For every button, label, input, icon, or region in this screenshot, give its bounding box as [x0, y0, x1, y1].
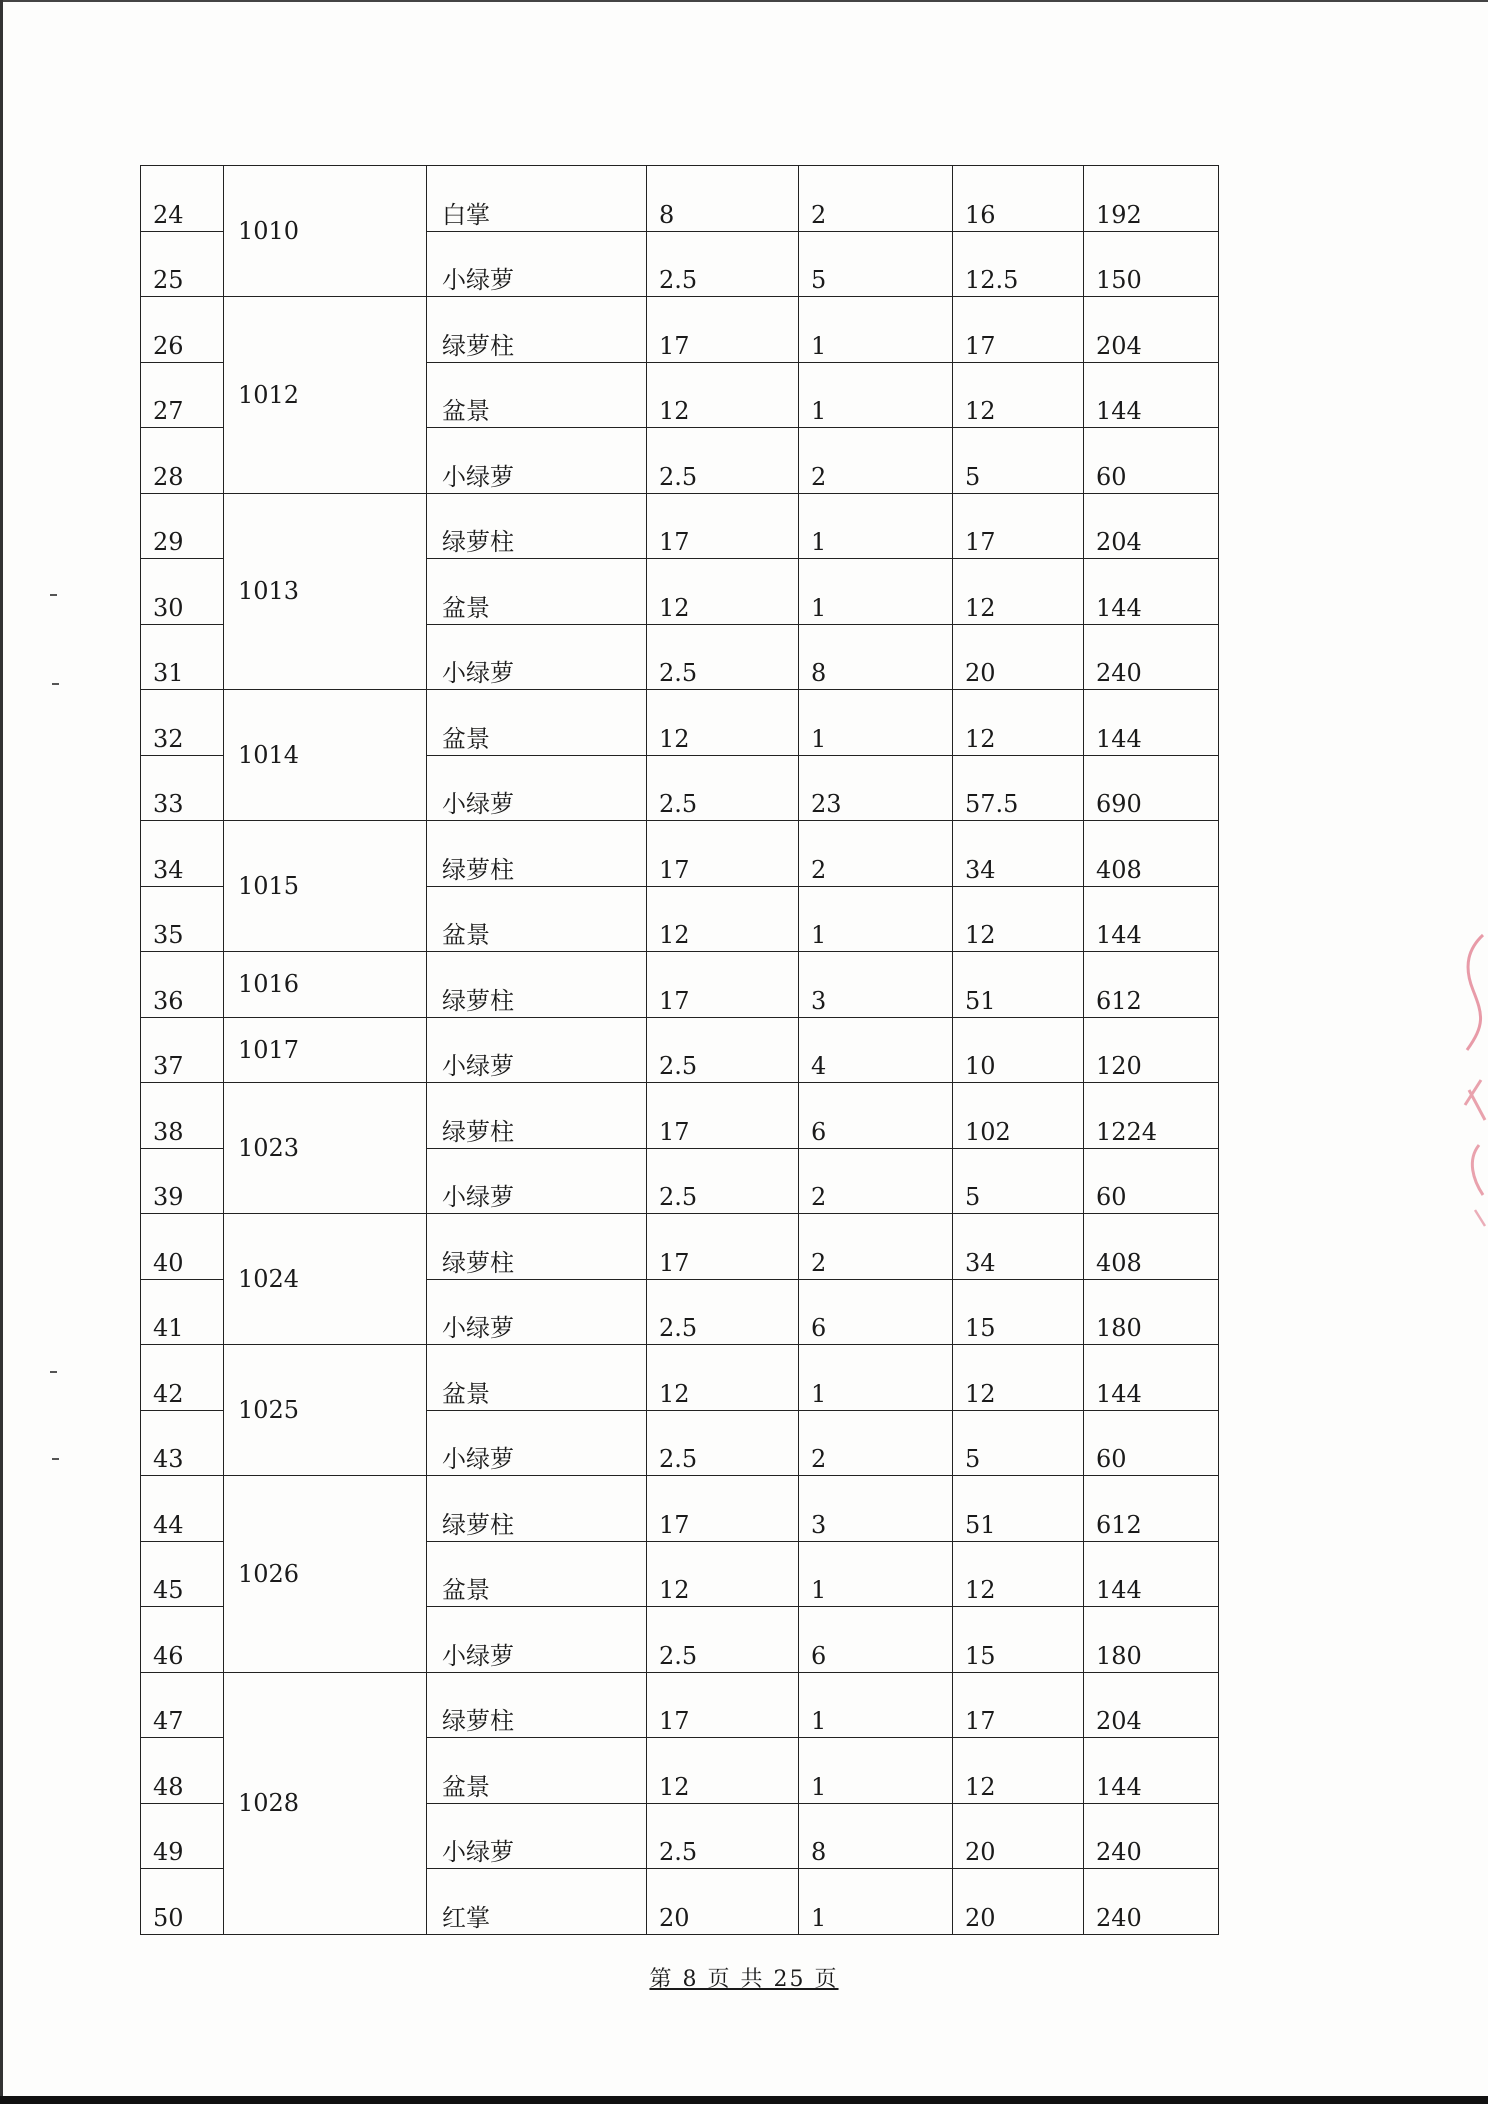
cell-name: 盆景 — [427, 1738, 647, 1804]
cell-price: 2.5 — [647, 231, 799, 297]
cell-name: 绿萝柱 — [427, 297, 647, 363]
cell-qty: 8 — [799, 1803, 953, 1869]
cell-no: 34 — [141, 821, 224, 887]
cell-amount: 10 — [953, 1017, 1084, 1083]
cell-code: 1016 — [224, 952, 427, 1018]
cell-price: 2.5 — [647, 1607, 799, 1673]
cell-qty: 4 — [799, 1017, 953, 1083]
cell-price: 17 — [647, 821, 799, 887]
cell-total: 240 — [1084, 1803, 1219, 1869]
cell-price: 17 — [647, 1476, 799, 1542]
cell-amount: 12 — [953, 559, 1084, 625]
footer-middle: 页 共 — [707, 1967, 765, 1992]
cell-total: 144 — [1084, 362, 1219, 428]
cell-name: 绿萝柱 — [427, 1476, 647, 1542]
cell-price: 12 — [647, 886, 799, 952]
cell-name: 绿萝柱 — [427, 821, 647, 887]
cell-amount: 12 — [953, 1345, 1084, 1411]
cell-qty: 1 — [799, 493, 953, 559]
cell-amount: 20 — [953, 1869, 1084, 1935]
cell-name: 盆景 — [427, 1345, 647, 1411]
footer-suffix: 页 — [814, 1967, 839, 1992]
cell-price: 2.5 — [647, 1410, 799, 1476]
cell-amount: 12 — [953, 690, 1084, 756]
cell-no: 40 — [141, 1214, 224, 1280]
cell-total: 690 — [1084, 755, 1219, 821]
cell-qty: 2 — [799, 166, 953, 232]
cell-qty: 1 — [799, 1738, 953, 1804]
cell-name: 小绿萝 — [427, 1410, 647, 1476]
cell-name: 绿萝柱 — [427, 493, 647, 559]
cell-no: 33 — [141, 755, 224, 821]
cell-total: 144 — [1084, 1541, 1219, 1607]
cell-no: 45 — [141, 1541, 224, 1607]
cell-total: 192 — [1084, 166, 1219, 232]
cell-qty: 2 — [799, 821, 953, 887]
cell-name: 小绿萝 — [427, 1803, 647, 1869]
cell-total: 120 — [1084, 1017, 1219, 1083]
cell-amount: 12 — [953, 362, 1084, 428]
cell-qty: 8 — [799, 624, 953, 690]
cell-name: 小绿萝 — [427, 1148, 647, 1214]
cell-qty: 3 — [799, 952, 953, 1018]
cell-amount: 5 — [953, 1148, 1084, 1214]
cell-qty: 1 — [799, 1672, 953, 1738]
cell-qty: 2 — [799, 1410, 953, 1476]
cell-code: 1024 — [224, 1214, 427, 1345]
footer-prefix: 第 — [649, 1967, 674, 1992]
cell-price: 2.5 — [647, 1148, 799, 1214]
table-row — [141, 166, 1219, 232]
cell-qty: 2 — [799, 1148, 953, 1214]
cell-name: 小绿萝 — [427, 231, 647, 297]
current-page: 8 — [682, 1967, 699, 1992]
cell-amount: 16 — [953, 166, 1084, 232]
table-row — [141, 1672, 1219, 1738]
cell-amount: 17 — [953, 493, 1084, 559]
cell-qty: 2 — [799, 1214, 953, 1280]
cell-name: 盆景 — [427, 559, 647, 625]
cell-price: 2.5 — [647, 1279, 799, 1345]
cell-name: 盆景 — [427, 362, 647, 428]
cell-qty: 3 — [799, 1476, 953, 1542]
cell-qty: 1 — [799, 297, 953, 363]
cell-price: 2.5 — [647, 624, 799, 690]
cell-qty: 1 — [799, 690, 953, 756]
cell-total: 204 — [1084, 297, 1219, 363]
scan-edge-top — [0, 0, 1488, 2]
cell-no: 38 — [141, 1083, 224, 1149]
cell-amount: 17 — [953, 297, 1084, 363]
cell-name: 绿萝柱 — [427, 952, 647, 1018]
cell-code: 1014 — [224, 690, 427, 821]
binding-mark — [50, 1371, 57, 1373]
scan-edge-bottom — [0, 2096, 1488, 2104]
cell-qty: 5 — [799, 231, 953, 297]
page-footer — [0, 1962, 1488, 1993]
cell-name: 小绿萝 — [427, 755, 647, 821]
cell-total: 144 — [1084, 1738, 1219, 1804]
table-row — [141, 690, 1219, 756]
binding-mark — [52, 1458, 59, 1460]
cell-name: 小绿萝 — [427, 1017, 647, 1083]
cell-price: 2.5 — [647, 755, 799, 821]
table-row — [141, 1214, 1219, 1280]
cell-qty: 1 — [799, 1869, 953, 1935]
cell-no: 44 — [141, 1476, 224, 1542]
cell-price: 17 — [647, 1214, 799, 1280]
cell-total: 204 — [1084, 1672, 1219, 1738]
cell-total: 408 — [1084, 821, 1219, 887]
table-row — [141, 1476, 1219, 1542]
cell-amount: 12 — [953, 886, 1084, 952]
cell-amount: 15 — [953, 1279, 1084, 1345]
cell-amount: 51 — [953, 952, 1084, 1018]
cell-amount: 17 — [953, 1672, 1084, 1738]
cell-price: 2.5 — [647, 428, 799, 494]
table-row — [141, 493, 1219, 559]
cell-price: 17 — [647, 297, 799, 363]
cell-price: 2.5 — [647, 1803, 799, 1869]
cell-total: 144 — [1084, 690, 1219, 756]
cell-price: 20 — [647, 1869, 799, 1935]
cell-code: 1013 — [224, 493, 427, 690]
cell-qty: 6 — [799, 1083, 953, 1149]
cell-no: 27 — [141, 362, 224, 428]
cell-code: 1010 — [224, 166, 427, 297]
cell-name: 绿萝柱 — [427, 1214, 647, 1280]
cell-total: 204 — [1084, 493, 1219, 559]
cell-price: 17 — [647, 493, 799, 559]
cell-total: 240 — [1084, 624, 1219, 690]
cell-no: 26 — [141, 297, 224, 363]
cell-total: 612 — [1084, 952, 1219, 1018]
cell-no: 48 — [141, 1738, 224, 1804]
cell-total: 1224 — [1084, 1083, 1219, 1149]
cell-price: 8 — [647, 166, 799, 232]
cell-qty: 6 — [799, 1279, 953, 1345]
cell-amount: 12 — [953, 1738, 1084, 1804]
red-seal-stamp-fragment — [1455, 930, 1488, 1230]
cell-price: 12 — [647, 1738, 799, 1804]
cell-code: 1026 — [224, 1476, 427, 1673]
cell-no: 49 — [141, 1803, 224, 1869]
cell-code: 1017 — [224, 1017, 427, 1083]
cell-price: 2.5 — [647, 1017, 799, 1083]
table-row — [141, 1017, 1219, 1083]
cell-no: 39 — [141, 1148, 224, 1214]
cell-total: 144 — [1084, 886, 1219, 952]
cell-no: 24 — [141, 166, 224, 232]
cell-name: 白掌 — [427, 166, 647, 232]
cell-amount: 34 — [953, 1214, 1084, 1280]
cell-price: 17 — [647, 952, 799, 1018]
cell-code: 1012 — [224, 297, 427, 494]
cell-no: 50 — [141, 1869, 224, 1935]
cell-qty: 2 — [799, 428, 953, 494]
cell-qty: 23 — [799, 755, 953, 821]
cell-total: 408 — [1084, 1214, 1219, 1280]
cell-qty: 1 — [799, 362, 953, 428]
cell-name: 红掌 — [427, 1869, 647, 1935]
scan-edge-left — [0, 0, 3, 2104]
cell-total: 60 — [1084, 428, 1219, 494]
table-row — [141, 952, 1219, 1018]
cell-qty: 1 — [799, 1345, 953, 1411]
cell-code: 1028 — [224, 1672, 427, 1934]
cell-code: 1015 — [224, 821, 427, 952]
cell-name: 盆景 — [427, 886, 647, 952]
cell-price: 17 — [647, 1672, 799, 1738]
cell-no: 43 — [141, 1410, 224, 1476]
cell-no: 41 — [141, 1279, 224, 1345]
cell-amount: 102 — [953, 1083, 1084, 1149]
page-indicator — [649, 1967, 838, 1992]
cell-code: 1025 — [224, 1345, 427, 1476]
table-row — [141, 821, 1219, 887]
cell-amount: 57.5 — [953, 755, 1084, 821]
cell-price: 12 — [647, 1541, 799, 1607]
cell-amount: 5 — [953, 1410, 1084, 1476]
cell-no: 37 — [141, 1017, 224, 1083]
cell-total: 144 — [1084, 559, 1219, 625]
cell-total: 144 — [1084, 1345, 1219, 1411]
cell-qty: 1 — [799, 1541, 953, 1607]
cell-no: 46 — [141, 1607, 224, 1673]
cell-total: 60 — [1084, 1410, 1219, 1476]
cell-name: 盆景 — [427, 690, 647, 756]
cell-name: 小绿萝 — [427, 1279, 647, 1345]
cell-no: 36 — [141, 952, 224, 1018]
cell-no: 32 — [141, 690, 224, 756]
cell-no: 47 — [141, 1672, 224, 1738]
cell-no: 28 — [141, 428, 224, 494]
cell-total: 180 — [1084, 1607, 1219, 1673]
binding-mark — [50, 594, 57, 596]
cell-amount: 5 — [953, 428, 1084, 494]
cell-amount: 15 — [953, 1607, 1084, 1673]
cell-name: 绿萝柱 — [427, 1083, 647, 1149]
binding-mark — [52, 683, 59, 685]
cell-no: 25 — [141, 231, 224, 297]
table-row — [141, 297, 1219, 363]
table-row — [141, 1345, 1219, 1411]
cell-qty: 6 — [799, 1607, 953, 1673]
cell-amount: 51 — [953, 1476, 1084, 1542]
cell-price: 12 — [647, 1345, 799, 1411]
cell-name: 盆景 — [427, 1541, 647, 1607]
cell-amount: 12.5 — [953, 231, 1084, 297]
table-row — [141, 1083, 1219, 1149]
cell-total: 240 — [1084, 1869, 1219, 1935]
cell-amount: 34 — [953, 821, 1084, 887]
cell-name: 绿萝柱 — [427, 1672, 647, 1738]
cell-qty: 1 — [799, 886, 953, 952]
cell-no: 42 — [141, 1345, 224, 1411]
cell-price: 12 — [647, 559, 799, 625]
cell-no: 30 — [141, 559, 224, 625]
cell-total: 150 — [1084, 231, 1219, 297]
cell-no: 35 — [141, 886, 224, 952]
cell-price: 17 — [647, 1083, 799, 1149]
cell-amount: 12 — [953, 1541, 1084, 1607]
cell-total: 60 — [1084, 1148, 1219, 1214]
cell-name: 小绿萝 — [427, 428, 647, 494]
total-pages: 25 — [773, 1967, 806, 1992]
cell-price: 12 — [647, 690, 799, 756]
table-body — [141, 166, 1219, 1935]
cell-name: 小绿萝 — [427, 624, 647, 690]
cell-name: 小绿萝 — [427, 1607, 647, 1673]
cell-price: 12 — [647, 362, 799, 428]
inventory-table — [140, 165, 1219, 1935]
cell-total: 180 — [1084, 1279, 1219, 1345]
cell-amount: 20 — [953, 1803, 1084, 1869]
cell-no: 29 — [141, 493, 224, 559]
cell-amount: 20 — [953, 624, 1084, 690]
cell-total: 612 — [1084, 1476, 1219, 1542]
cell-no: 31 — [141, 624, 224, 690]
cell-code: 1023 — [224, 1083, 427, 1214]
cell-qty: 1 — [799, 559, 953, 625]
